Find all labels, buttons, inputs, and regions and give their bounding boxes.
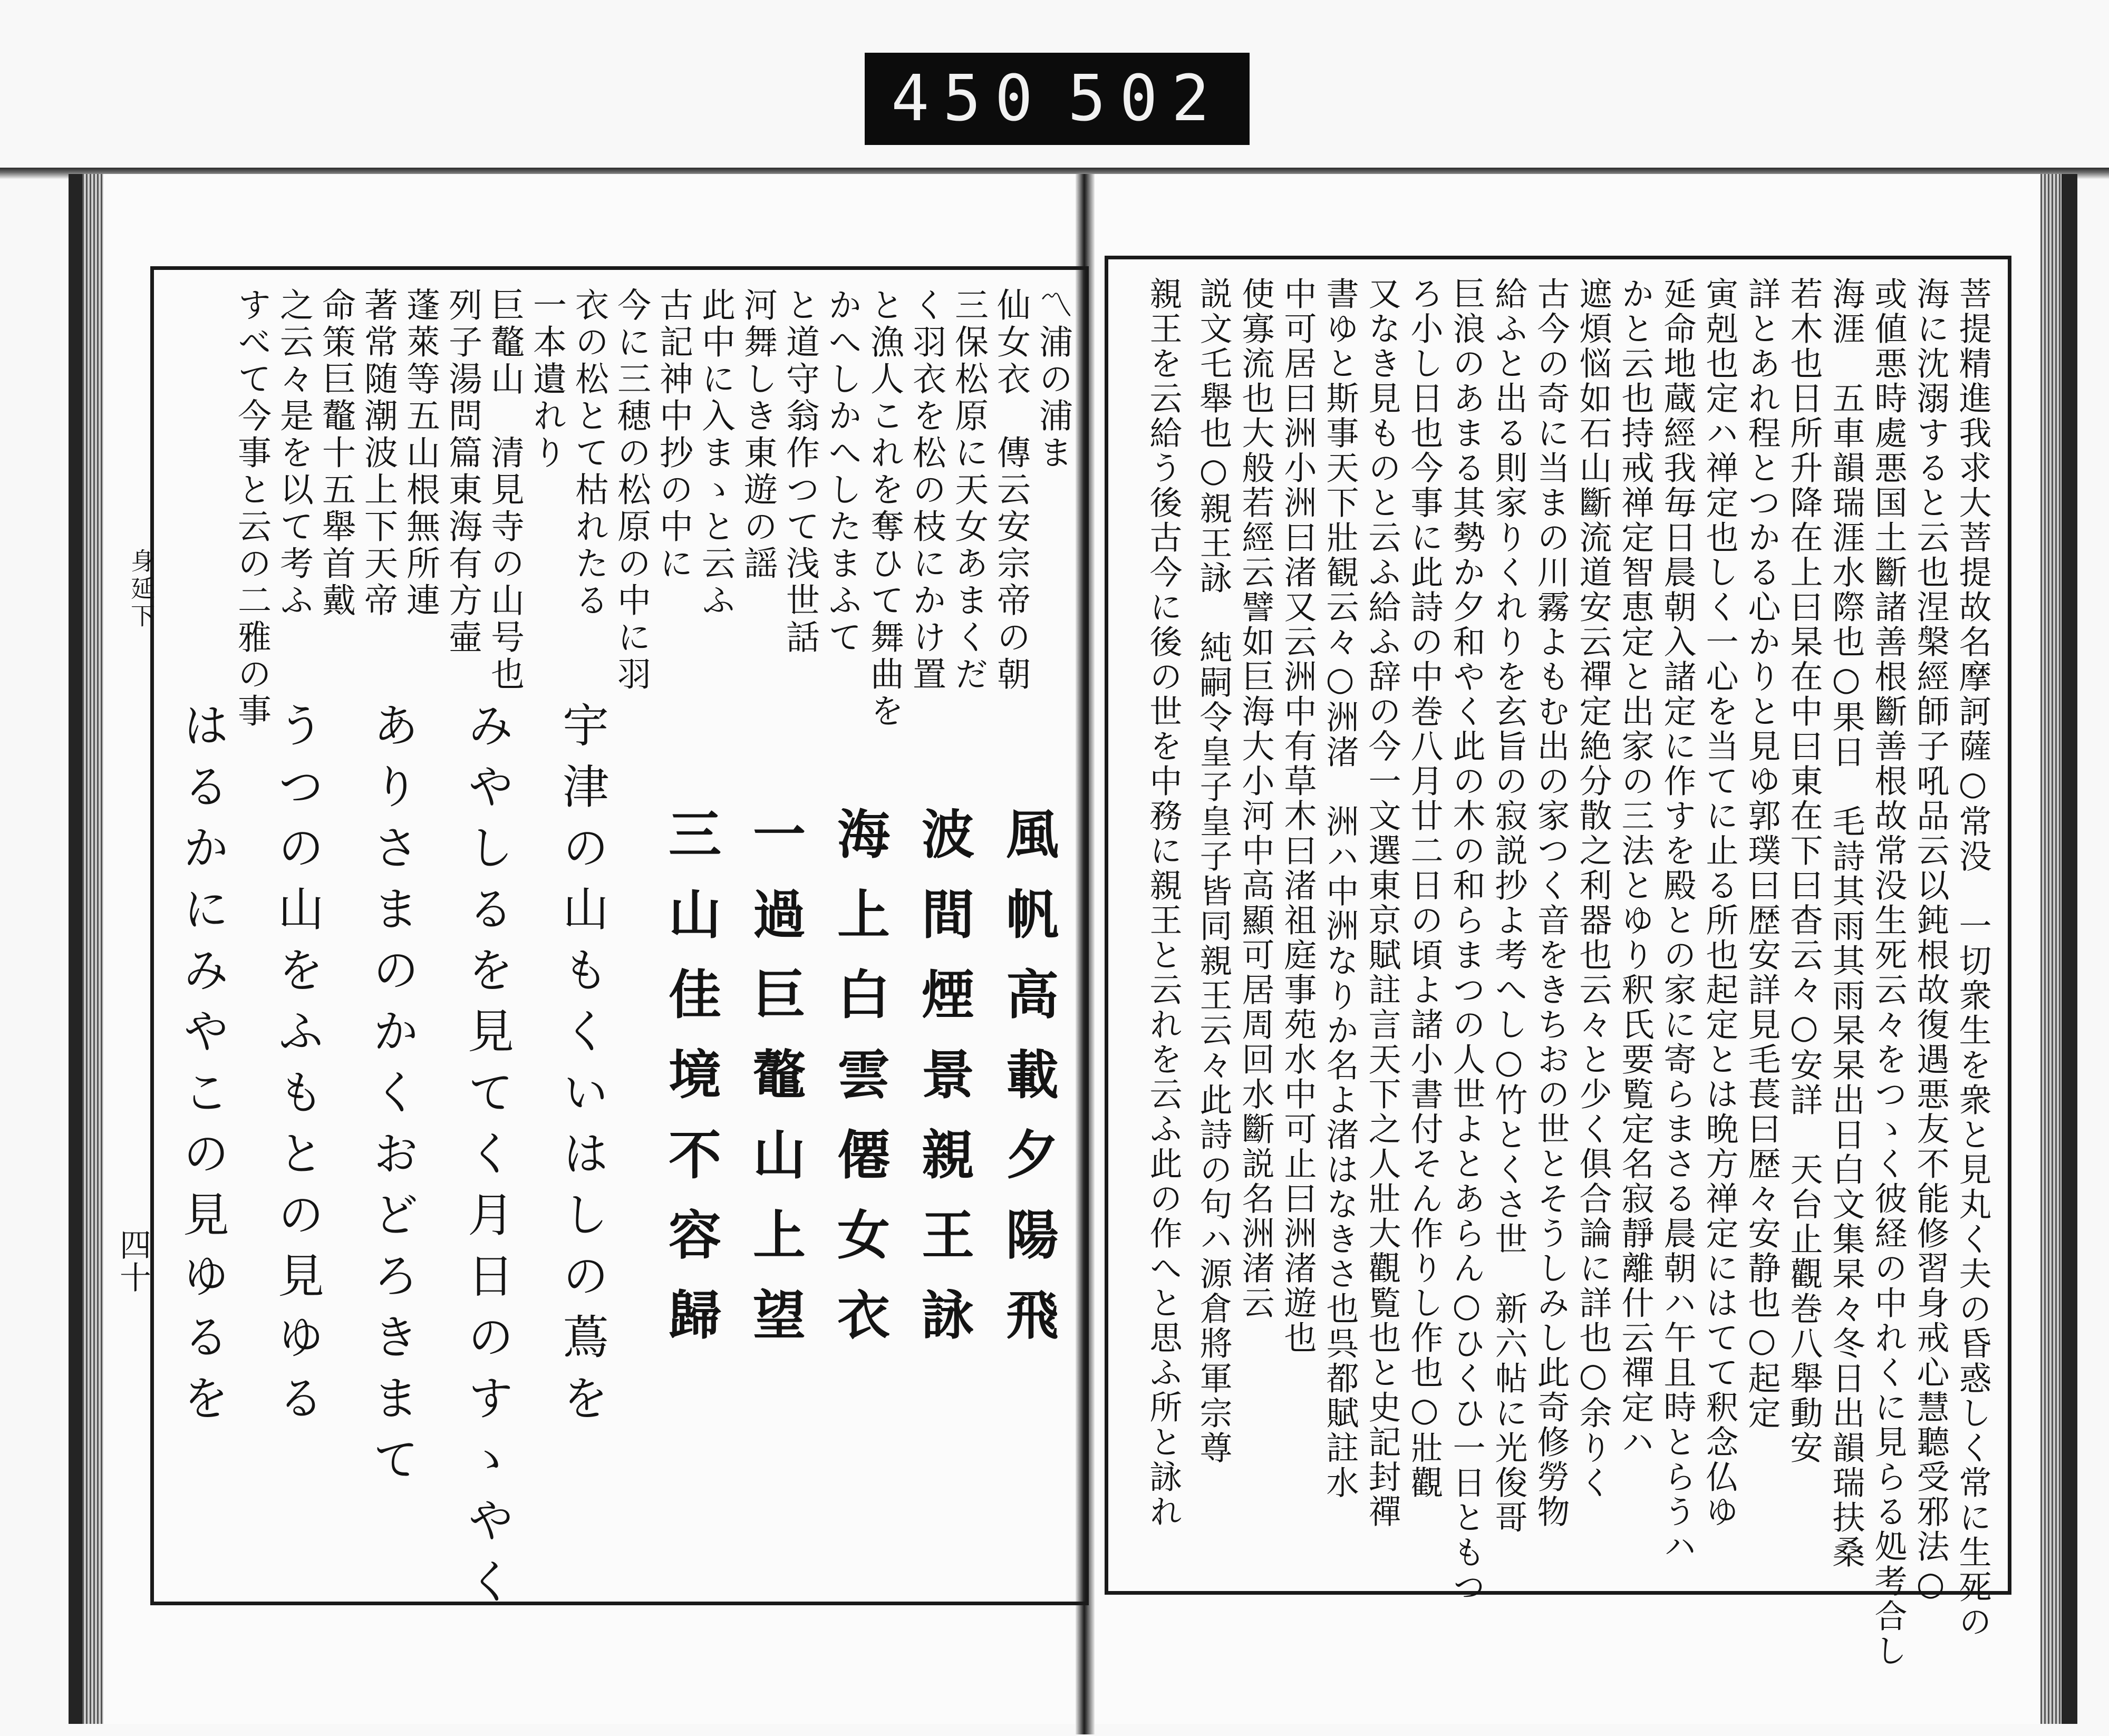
left-commentary-col: すべて今事と云の二雅の事 <box>232 287 271 730</box>
left-margin-page-number: 四十 <box>114 1228 151 1294</box>
poem-kanbun-line: 一過巨鼇山上望 <box>744 807 806 1368</box>
left-commentary-col: 衣の松とて枯れたる <box>569 287 608 619</box>
right-commentary-col: 書ゆと斯事天下壯観云々○洲渚 洲ハ中洲なりか名よ渚はなきさ也呉都賦註水 <box>1321 277 1359 1500</box>
right-commentary-col: 親王を云給う後古今に後の世を中務に親王と云れを云ふ此の作へと思ふ所と詠れ <box>1144 277 1183 1529</box>
poem-kana-line: はるかにみやこの見ゆるを <box>176 701 230 1435</box>
poem-kana-line: うつの山をふもとの見ゆる <box>270 701 325 1435</box>
right-commentary-col: かと云也持戒禅定智恵定と出家の三法とゆり釈氏要覧定名寂靜離什云禪定ハ <box>1616 277 1655 1460</box>
left-commentary-col: 一本遺れり <box>527 287 566 472</box>
right-commentary-col: 古今の奇に当まの川霧よもむ出の家つく音をきちおの世とそうしみし此奇修勞物 <box>1532 277 1570 1529</box>
left-commentary-col: 河舞しき東遊の謡 <box>738 287 777 583</box>
left-commentary-col: 古記神中抄の中に <box>654 287 693 583</box>
left-commentary-col: 命策巨鼇十五舉首戴 <box>316 287 355 619</box>
left-commentary-col: 著常随潮波上下天帝 <box>359 287 398 619</box>
right-commentary-col: 使寡流也大般若經云譬如巨海大小河中高顯可居周回水斷説名洲渚云 <box>1236 277 1275 1321</box>
right-commentary-col: 或値悪時處悪国土斷諸善根斷善根故常没生死云々をつゝく彼経の中れくに見らる処考合し <box>1869 277 1908 1669</box>
left-commentary-col: く羽衣を松の枝にかけ置 <box>907 287 946 693</box>
right-commentary-col: ろ小し日也今事に此詩の中巻八月廿二日の頃よ諸小書付そん作りし作也○壯觀 <box>1405 277 1444 1500</box>
frame-number-second: 502 <box>1068 62 1223 135</box>
right-commentary-col: 詳とあれ程とつかる心かりと見ゆ郭璞曰歴安詳見毛萇曰歴々安静也○起定 <box>1743 277 1781 1431</box>
right-commentary-col: 説文乇舉也○親王詠 純嗣令皇子皇子皆同親王云々此詩の句ハ源倉將軍宗尊 <box>1194 277 1233 1466</box>
right-commentary-col: 又なき見ものと云ふ給ふ辞の今一文選東京賦註言天下之人壯大觀覧也と史記封禪 <box>1363 277 1401 1529</box>
poem-kanbun-line: 海上白雲僊女衣 <box>828 807 891 1368</box>
left-commentary-col: 此中に入まゝと云ふ <box>696 287 735 619</box>
right-commentary-col: 給ふと出る則家りくれりを玄旨の寂説抄よ考へし○竹とくさ世 新六帖に光俊哥 <box>1489 277 1528 1535</box>
right-commentary-col: 巨浪のあまる其勢か夕和やく此の木の和らまつの人世よとあらん○ひくひ一日ともつ <box>1447 277 1486 1605</box>
right-commentary-col: 遮煩悩如石山斷流道安云禪定絶分散之利器也云々と少く俱合論に詳也○余りく <box>1574 277 1612 1500</box>
left-commentary-col: 〽浦の浦ま <box>1033 287 1072 472</box>
right-commentary-col: 寅剋也定ハ禅定也しく一心を当てに止る所也起定とは晩方禅定にはてて釈念仏ゆ <box>1700 277 1739 1529</box>
poem-kana-line: みやしるを見てく月日のすゝやく <box>460 701 515 1618</box>
left-commentary-col: 蓬萊等五山根無所連 <box>401 287 440 619</box>
left-commentary-col: 巨鼇山 清見寺の山号也 <box>485 287 524 693</box>
right-commentary-col: 菩提精進我求大菩提故名摩訶薩○常没 一切衆生を衆と見丸く夫の昏惑しく常に生死の <box>1953 277 1992 1640</box>
poem-kanbun-line: 波間煙景親王詠 <box>913 807 975 1368</box>
left-commentary-col: 三保松原に天女あまくだ <box>949 287 988 693</box>
frame-number-first: 450 <box>891 62 1047 135</box>
left-commentary-col: 之云々是を以て考ふ <box>274 287 313 619</box>
left-commentary-col: 列子湯問篇東海有方壷 <box>443 287 482 656</box>
left-margin-title: 身延下 <box>127 548 156 631</box>
left-commentary-col: と道守翁作つて浅世話 <box>780 287 819 656</box>
poem-kanbun-line: 風帆高載夕陽飛 <box>997 807 1059 1368</box>
left-commentary-col: と漁人これを奪ひて舞曲を <box>865 287 904 730</box>
left-commentary-col: 今に三穂の松原の中に羽 <box>612 287 651 693</box>
right-commentary-col: 若木也日所升降在上曰杲在中曰東在下曰杳云々○安詳 天台止觀巻八舉動安 <box>1785 277 1823 1466</box>
frame-number-label <box>865 53 1250 145</box>
poem-kanbun-line: 三山佳境不容歸 <box>660 807 722 1368</box>
left-commentary-col: かへしかへしたまふて <box>823 287 862 656</box>
poem-kana-line: ありさまのかくおどろきまて <box>365 701 420 1496</box>
right-commentary-col: 海に沈溺すると云也涅槃經師子吼品云以鈍根故復遇悪友不能修習身戒心慧聽受邪法○ <box>1911 277 1950 1605</box>
right-commentary-col: 中可居曰洲小洲曰渚又云洲中有草木曰渚祖庭事苑水中可止曰洲渚遊也 <box>1279 277 1317 1355</box>
right-commentary-col: 延命地蔵經我毎日晨朝入諸定に作すを殿との家に寄らまさる晨朝ハ午且時とらうハ <box>1658 277 1697 1564</box>
right-commentary-col: 海涯 五車韻瑞涯水際也○果日 毛詩其雨其雨杲杲出日白文集杲々冬日出韻瑞扶桑 <box>1827 277 1865 1570</box>
poem-kana-line: 宇津の山もくいはしの蔦を <box>555 701 610 1435</box>
left-commentary-col: 仙女衣 傳云安宗帝の朝 <box>991 287 1030 693</box>
